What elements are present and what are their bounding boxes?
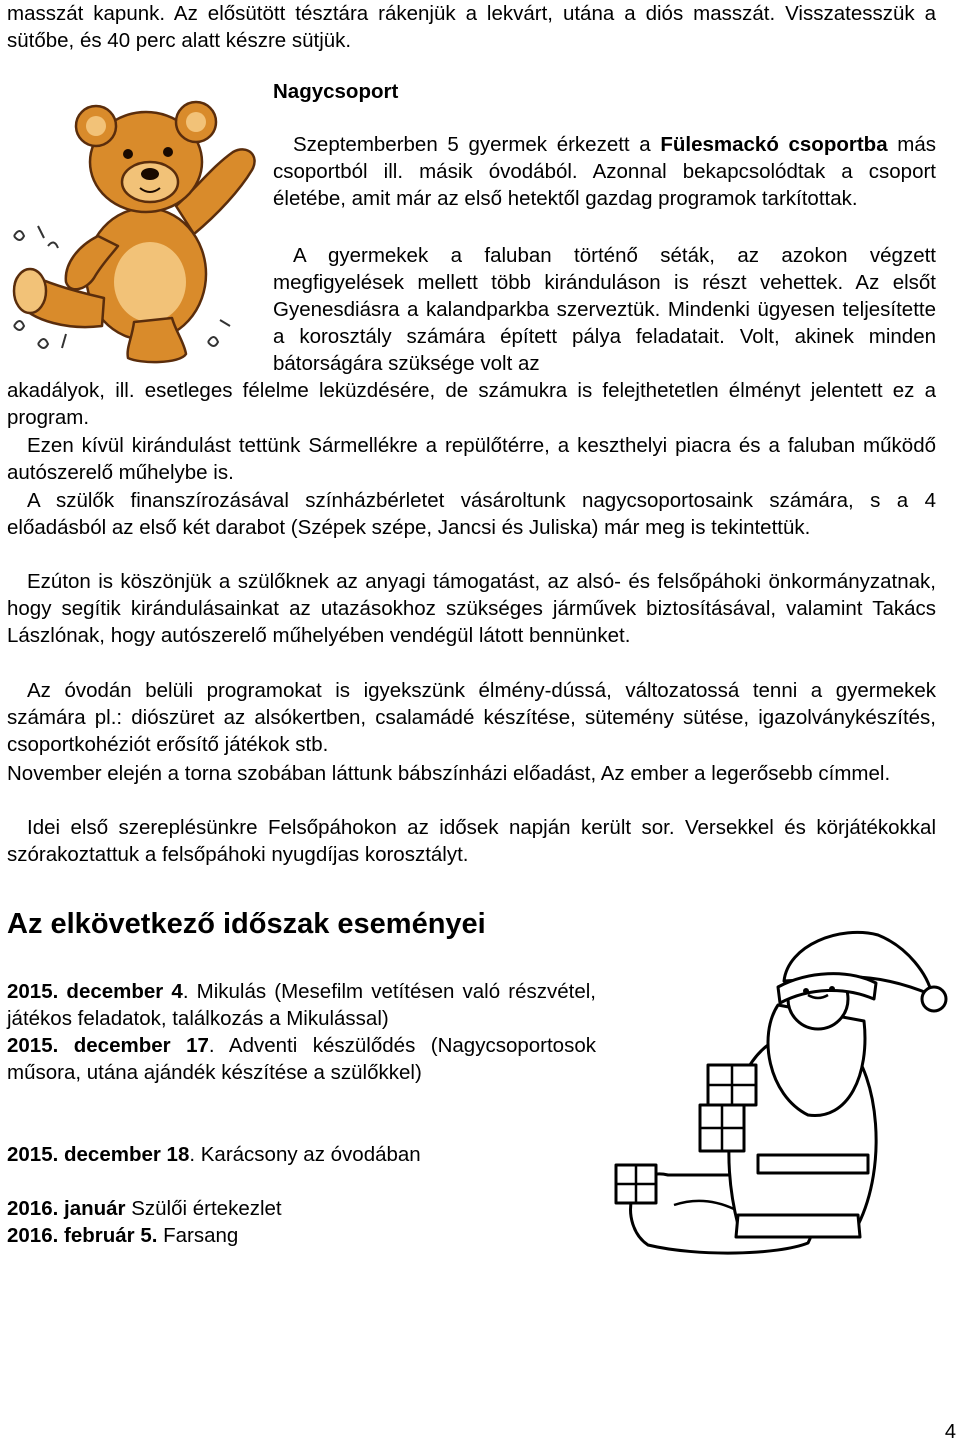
event-date: 2015. december 18: [7, 1143, 190, 1166]
paragraph-excursions-narrow: A gyermekek a faluban történő séták, az azokon végzett megfigyelések mellett több kiránduláson is részt vehettek. Az elsőt Gyenesdiásra a kalandparkba szerveztük. Mindenki ügyesen teljesítette a korosztály számára épített pálya feladatait. Volt, akinek minden bátorságára szüksége volt az: [273, 244, 936, 375]
event-date: 2016. január: [7, 1197, 126, 1220]
paragraph-sarmellek: Ezen kívül kirándulást tettünk Sármellékre a repülőtérre, a keszthelyi piacra és a faluban működő autószerelő műhelybe is.: [7, 434, 936, 484]
event-item: [7, 1222, 596, 1249]
intro-paragraph: masszát kapunk. Az elősütött tésztára rákenjük a lekvárt, utána a diós masszát. Visszatesszük a sütőbe, és 40 perc alatt készre sütjük.: [7, 2, 936, 52]
event-text: Szülői értekezlet: [125, 1197, 282, 1220]
paragraph-fulesmacko-rest: más csoportból ill. másik óvodából. Azonnal bekapcsolódtak a csoport életébe, amit már az első hetektől gazdag programok tarkítottak.: [273, 133, 936, 210]
group-name-bold: Fülesmackó csoportba: [660, 133, 888, 156]
page-number: 4: [944, 1421, 956, 1443]
event-date: 2015. december 4: [7, 980, 183, 1003]
event-text: . Mikulás (Mesefilm vetítésen való részvétel, játékos feladatok, találkozás a Mikulással): [7, 980, 596, 1030]
event-item: [7, 1195, 596, 1222]
event-item: [7, 1141, 596, 1168]
paragraph-thanks: Ezúton is köszönjük a szülőknek az anyagi támogatást, az alsó- és felsőpáhoki önkormányzatnak, hogy segítik kirándulásainkat az utazásokhoz szükséges járművek biztosításával, valamint Takács Lászlónak, hogy autószerelő műhelyében vendégül látott bennünket.: [7, 570, 936, 647]
events-heading: Az elkövetkező időszak eseményei: [7, 908, 486, 940]
event-item: [7, 1032, 596, 1086]
santa-claus-illustration: [608, 925, 954, 1255]
teddy-bear-illustration: [8, 86, 266, 364]
paragraph-puppet-show: November elején a torna szobában láttunk bábszínházi előadást, Az ember a legerősebb címmel.: [7, 762, 891, 785]
paragraph-fulesmacko-lead: Szeptemberben 5 gyermek érkezett a: [293, 133, 661, 156]
paragraph-excursions-full: akadályok, ill. esetleges félelme leküzdésére, de számukra is felejthetetlen élményt jelentett ez a program.: [7, 379, 936, 429]
paragraph-fulesmacko: [273, 131, 936, 212]
paragraph-theatre: A szülők finanszírozásával színházbérletet vásároltunk nagycsoportosaink számára, s a 4 előadásból az első két darabot (Szépek szépe, Jancsi és Juliska) már meg is tekintettük.: [7, 489, 936, 539]
event-date: 2015. december 17: [7, 1034, 209, 1057]
event-date: 2016. február 5.: [7, 1224, 158, 1247]
event-text: . Adventi készülődés (Nagycsoportosok műsora, utána ajándék készítése a szülőkkel): [7, 1034, 596, 1084]
section-title: Nagycsoport: [273, 80, 399, 103]
event-item: [7, 978, 596, 1032]
paragraph-programs: Az óvodán belüli programokat is igyekszünk élmény-dússá, változatossá tenni a gyermekek számára pl.: diószüret az alsókertben, csalamádé készítése, sütemény sütése, igazolványkészítés, csoportkohéziót erősítő játékok stb.: [7, 679, 936, 756]
paragraph-seniors-day: Idei első szereplésünkre Felsőpáhokon az idősek napján került sor. Versekkel és körjátékokkal szórakoztattuk a felsőpáhoki nyugdíjas korosztályt.: [7, 816, 936, 866]
event-text: . Karácsony az óvodában: [189, 1143, 421, 1166]
event-text: Farsang: [157, 1224, 239, 1247]
